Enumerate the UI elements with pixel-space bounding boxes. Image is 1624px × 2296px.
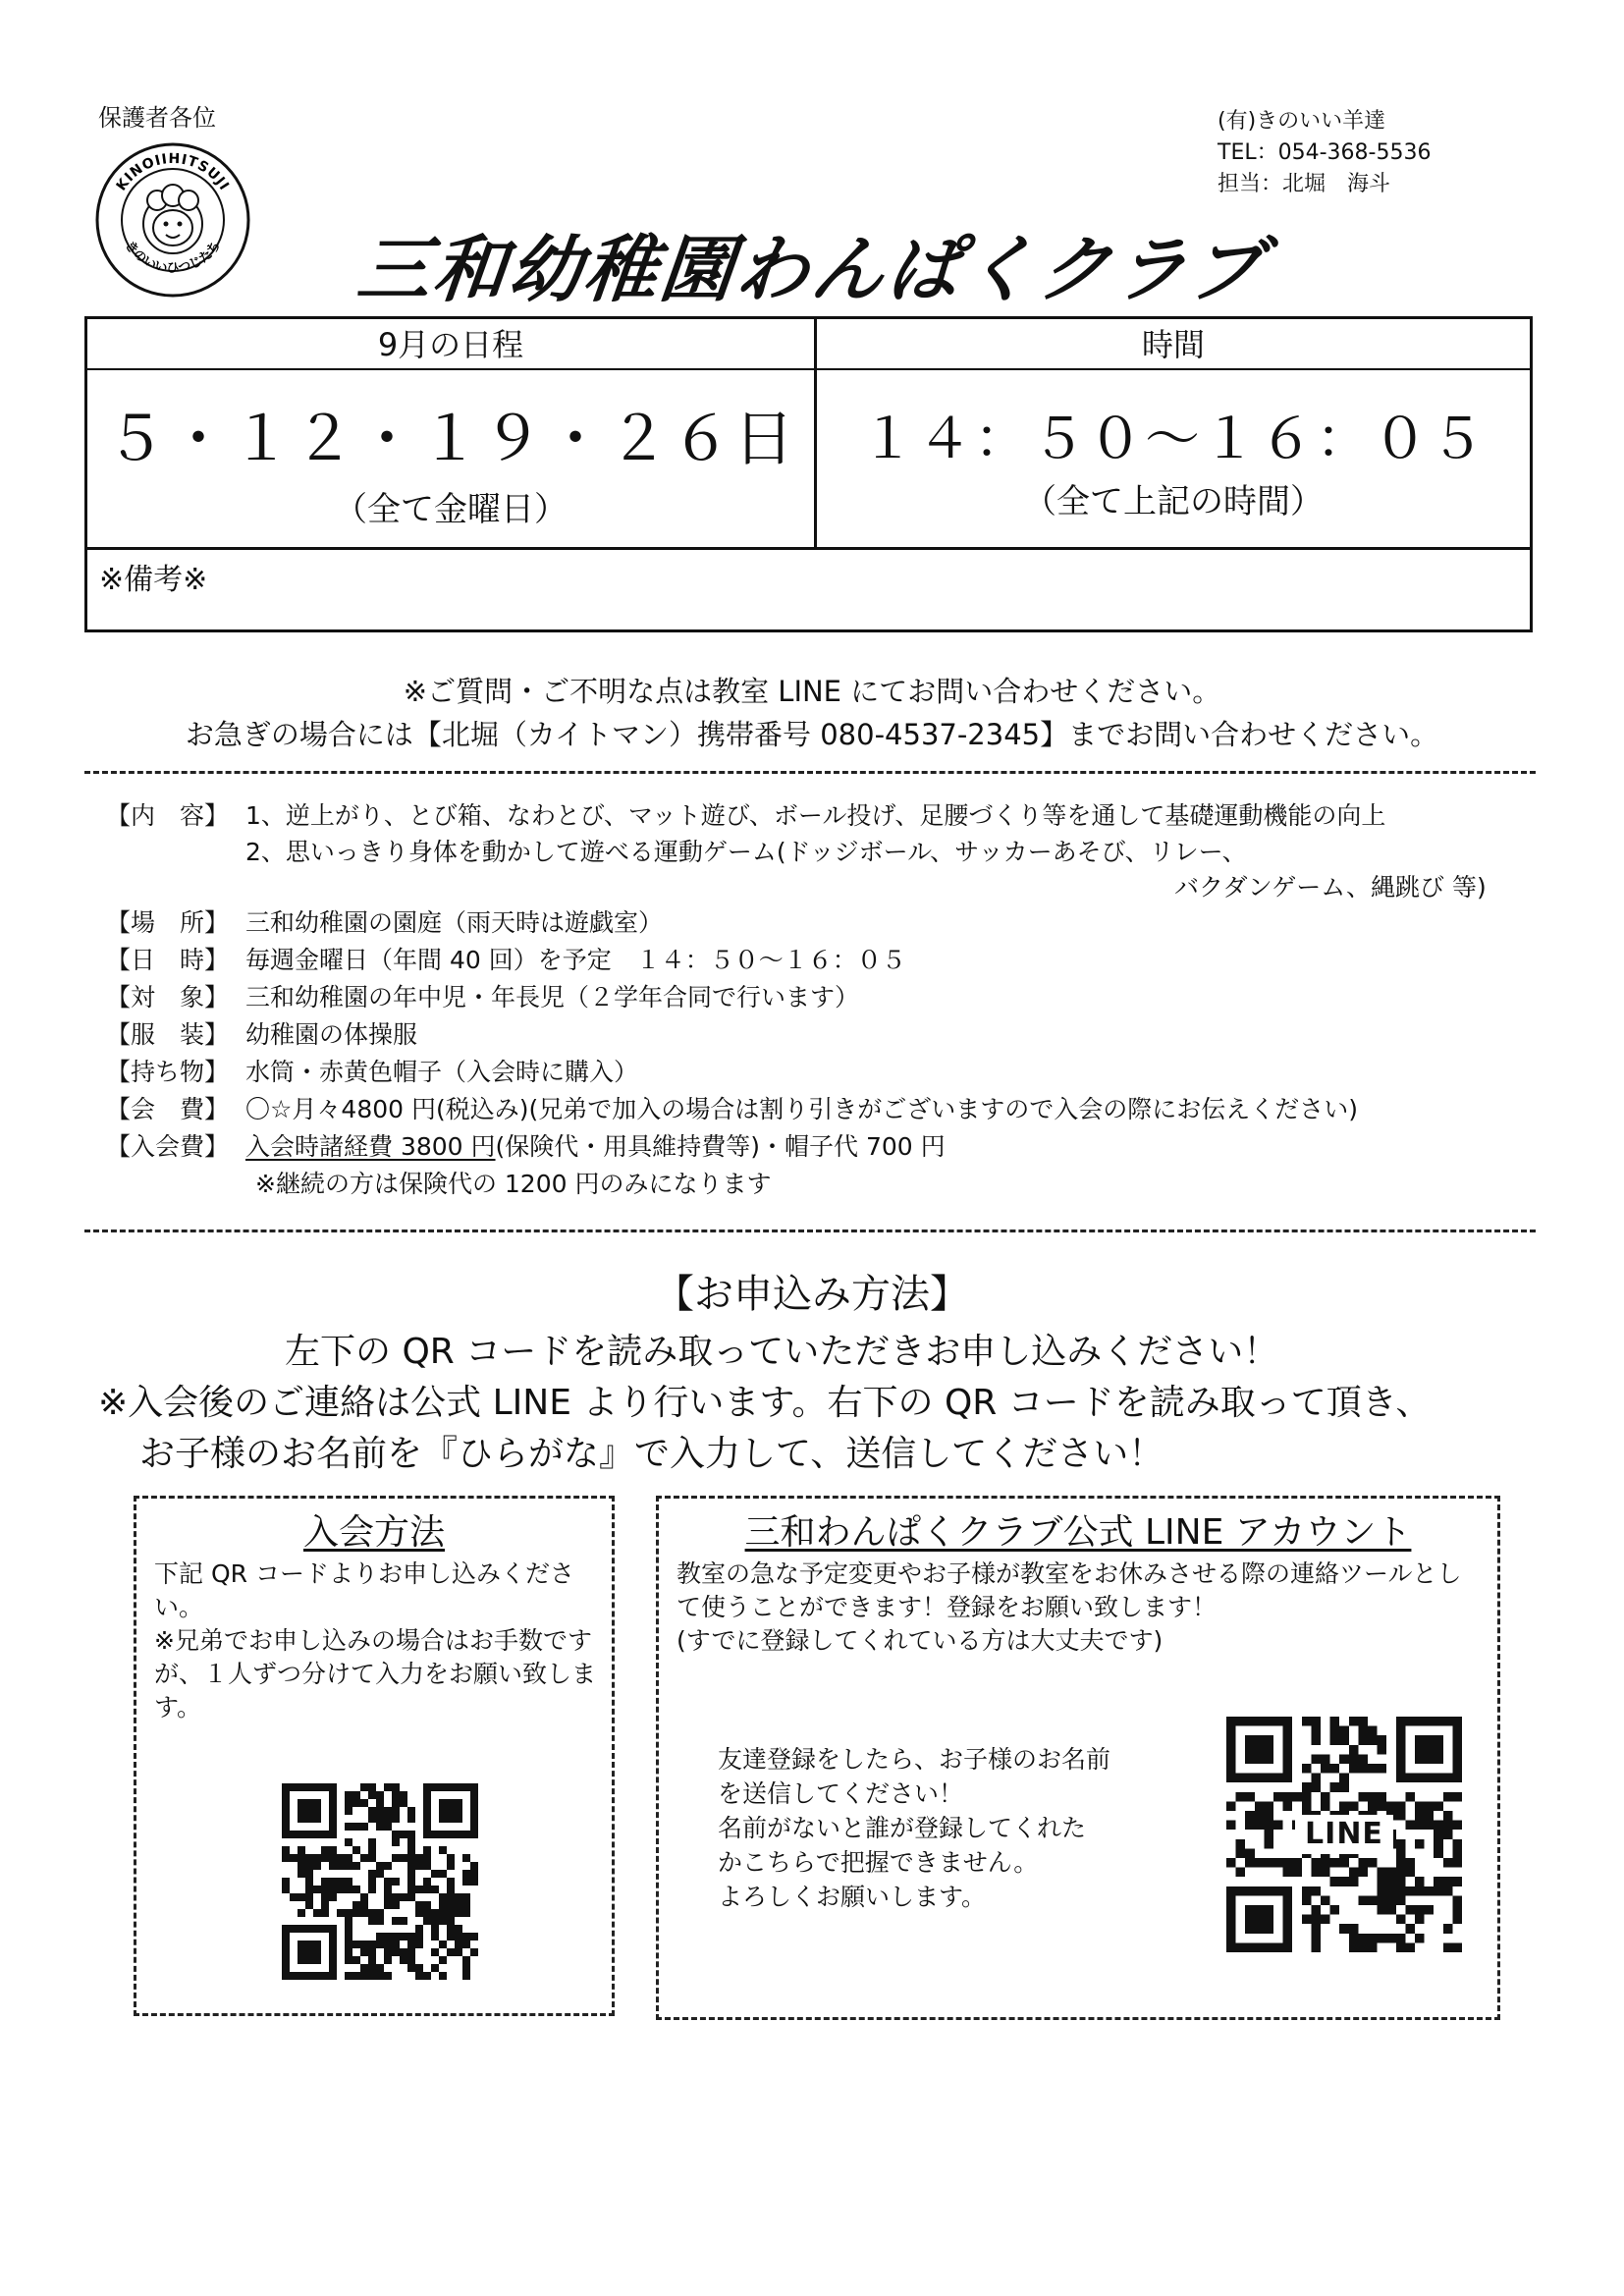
detail-clothes (106, 1019, 417, 1051)
entry-label: 【入会費】 (106, 1132, 230, 1161)
clothes-label: 【服 装】 (106, 1020, 230, 1049)
company-contact: 担当：北堀 海斗 (1218, 172, 1391, 196)
entry-method-title: 入会方法 (302, 1512, 445, 1553)
entry-method-box (134, 1496, 615, 2016)
entry-qr-code[interactable] (282, 1783, 478, 1980)
detail-fee (106, 1094, 1358, 1125)
dates-header: 9月の日程 (377, 326, 524, 363)
line-qr-code[interactable] (1226, 1717, 1462, 1952)
clothes-value: 幼稚園の体操服 (245, 1020, 418, 1049)
content-label: 【内 容】 (106, 801, 230, 830)
note-line-3: 名前がないと誰が登録してくれた (718, 1814, 1087, 1842)
logo-top-text: KINOIIHITSUJI (113, 150, 233, 194)
items-value: 水筒・赤黄色帽子（入会時に購入） (245, 1058, 639, 1086)
time-header: 時間 (1141, 326, 1205, 363)
entry-rest: (保険代・用具維持費等)・帽子代 700 円 (495, 1132, 946, 1161)
content-item-2-cont: バクダンゲーム、縄跳び 等) (1174, 873, 1487, 902)
divider-1 (84, 771, 1536, 774)
entry-method-text-1: 下記 QR コードよりお申し込みください。 (154, 1559, 574, 1621)
company-name: (有)きのいい羊達 (1218, 109, 1386, 134)
place-value: 三和幼稚園の園庭（雨天時は遊戯室） (245, 908, 664, 937)
note-line-5: よろしくお願いします。 (718, 1883, 987, 1911)
content-item-2: 2、思いっきり身体を動かして遊べる運動ゲーム(ドッジボール、サッカーあそび、リレー、 (245, 838, 1247, 866)
logo-bottom-text: きのいいひつじたち (121, 238, 225, 277)
entry-method-text-2: ※兄弟でお申し込みの場合はお手数ですが、１人ずつ分けて入力をお願い致します。 (154, 1626, 597, 1722)
apply-line-2: ※入会後のご連絡は公式 LINE より行います。右下の QR コードを読み取って頂き、 (98, 1383, 1432, 1423)
friend-register-note (718, 1742, 1150, 1914)
target-value: 三和幼稚園の年中児・年長児（２学年合同で行います） (245, 983, 860, 1011)
schedule-table (84, 316, 1533, 632)
line-account-text-2: (すでに登録してくれている方は大丈夫です) (677, 1626, 1164, 1655)
notice-line-1: ※ご質問・ご不明な点は教室 LINE にてお問い合わせください。 (403, 675, 1221, 708)
entry-underlined: 入会時諸経費 3800 円 (245, 1132, 496, 1161)
fee-label: 【会 費】 (106, 1095, 230, 1123)
schedule-dates: ５・１２・１９・２６日 (104, 403, 796, 474)
company-info (1218, 106, 1431, 200)
divider-2 (84, 1230, 1536, 1232)
content-item-1: 1、逆上がり、とび箱、なわとび、マット遊び、ボール投げ、足腰づくり等を通して基礎運動機能の向上 (245, 801, 1386, 830)
detail-content (106, 800, 1385, 832)
detail-target (106, 982, 859, 1013)
datetime-label: 【日 時】 (106, 946, 230, 974)
note-line-4: かこちらで把握できません。 (718, 1848, 1039, 1877)
fee-value: 〇☆月々4800 円(税込み)(兄弟で加入の場合は割り引きがございますので入会の際にお伝えください) (245, 1095, 1358, 1123)
schedule-time-note: （全て上記の時間） (1023, 482, 1324, 521)
apply-line-1: 左下の QR コードを読み取っていただきお申し込みください！ (285, 1332, 1279, 1372)
place-label: 【場 所】 (106, 908, 230, 937)
line-account-title: 三和わんぱくクラブ公式 LINE アカウント (744, 1512, 1412, 1553)
schedule-time: １４：５０〜１６：０５ (860, 408, 1487, 471)
apply-line-3: お子様のお名前を『ひらがな』で入力して、送信してください！ (139, 1434, 1164, 1474)
recipient-line: 保護者各位 (98, 104, 216, 132)
detail-datetime (106, 945, 906, 976)
notice-line-2: お急ぎの場合には【北堀（カイトマン）携帯番号 080-4537-2345】までお問い合わせください。 (185, 718, 1439, 751)
line-qr-label: LINE (1295, 1815, 1393, 1854)
datetime-value: 毎週金曜日（年間 40 回）を予定 １４：５０〜１６：０５ (245, 946, 906, 974)
page-title: 三和幼稚園わんぱくクラブ (352, 228, 1270, 312)
company-tel: TEL：054-368-5536 (1218, 140, 1432, 165)
detail-items (106, 1057, 638, 1088)
note-line-2: を送信してください！ (718, 1779, 964, 1808)
detail-place (106, 907, 663, 939)
apply-heading: 【お申込み方法】 (655, 1272, 969, 1317)
detail-entry-fee (106, 1131, 946, 1163)
items-label: 【持ち物】 (106, 1058, 230, 1086)
line-account-text-1: 教室の急な予定変更やお子様が教室をお休みさせる際の連絡ツールとして使うことができます！登録をお願い致します！ (677, 1559, 1462, 1621)
line-account-box (656, 1496, 1500, 2020)
remarks-label: ※備考※ (99, 563, 208, 597)
schedule-dates-note: （全て金曜日） (334, 490, 568, 529)
target-label: 【対 象】 (106, 983, 230, 1011)
note-line-1: 友達登録をしたら、お子様のお名前 (718, 1745, 1111, 1774)
entry-note: ※継続の方は保険代の 1200 円のみになります (255, 1170, 772, 1198)
